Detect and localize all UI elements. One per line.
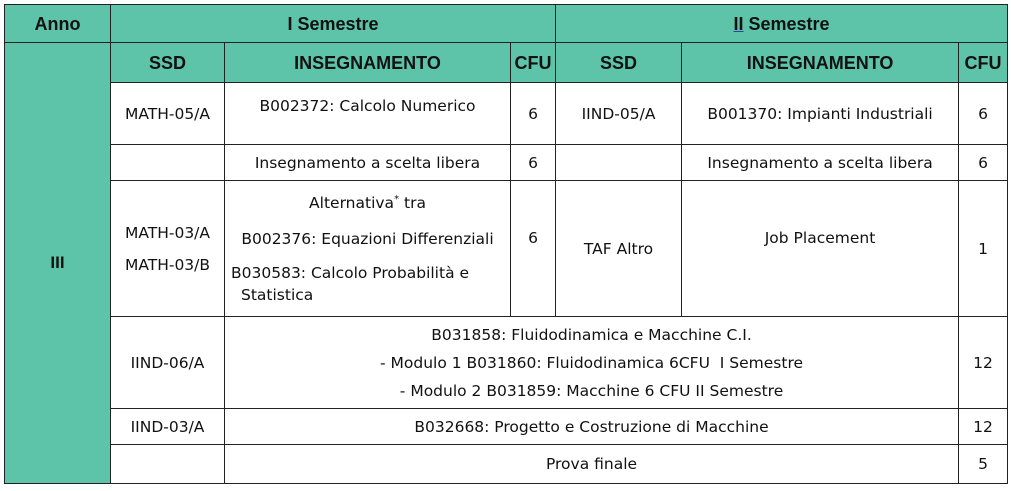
- ssd-cell: IIND-05/A: [556, 83, 682, 145]
- course-cell-wide: B032668: Progetto e Costruzione di Macchine: [225, 409, 959, 445]
- table-row: [5, 445, 1008, 484]
- ssd-cell-empty: [111, 445, 225, 484]
- course-line: - Modulo 2 B031859: Macchine 6 CFU II Semestre: [399, 381, 784, 400]
- semester-2-word: Semestre: [743, 13, 830, 34]
- table-row: [5, 83, 1008, 145]
- cfu-header-sem1: CFU: [511, 43, 556, 83]
- alternative-option-continuation: Statistica: [241, 285, 314, 304]
- table-row: [5, 181, 1008, 317]
- cfu-cell: 1: [959, 181, 1008, 317]
- alternative-course-cell: [225, 181, 511, 317]
- insegnamento-header-sem1: INSEGNAMENTO: [225, 43, 511, 83]
- course-cell-wide: Prova finale: [225, 445, 959, 484]
- study-plan-table: [4, 4, 1008, 484]
- alternative-option: B030583: Calcolo Probabilità e: [231, 263, 470, 282]
- semester-2-numeral: II: [733, 13, 744, 34]
- ssd-header-sem1: SSD: [111, 43, 225, 83]
- table-row: [5, 317, 1008, 409]
- ssd-cell: MATH-05/A: [111, 83, 225, 145]
- cfu-cell: 6: [511, 145, 556, 181]
- ssd-line: MATH-03/A: [124, 223, 211, 242]
- year-cell: III: [5, 43, 111, 484]
- course-line: B031858: Fluidodinamica e Macchine C.I.: [431, 325, 752, 344]
- course-cell-wide: [225, 317, 959, 409]
- cfu-cell: 6: [511, 83, 556, 145]
- course-cell: Insegnamento a scelta libera: [225, 145, 511, 181]
- ssd-cell: IIND-03/A: [111, 409, 225, 445]
- alternative-tail: tra: [399, 193, 426, 212]
- ssd-cell: IIND-06/A: [111, 317, 225, 409]
- alternative-footnote-mark: *: [394, 193, 400, 205]
- alternative-option: B002376: Equazioni Differenziali: [241, 229, 494, 248]
- table-row: [5, 145, 1008, 181]
- ssd-cell: [111, 181, 225, 317]
- cfu-cell: 12: [959, 317, 1008, 409]
- table-row: [5, 409, 1008, 445]
- ssd-line: MATH-03/B: [124, 255, 211, 274]
- ssd-cell-empty: [111, 145, 225, 181]
- cfu-header-sem2: CFU: [959, 43, 1008, 83]
- cfu-cell: 6: [959, 83, 1008, 145]
- ssd-header-sem2: SSD: [556, 43, 682, 83]
- course-line: - Modulo 1 B031860: Fluidodinamica 6CFU I Semestre: [380, 353, 804, 372]
- cfu-cell: 5: [959, 445, 1008, 484]
- header-row: [5, 5, 1008, 43]
- course-cell: B002372: Calcolo Numerico: [225, 83, 511, 145]
- course-cell: Job Placement: [682, 181, 959, 317]
- cfu-cell: 6: [959, 145, 1008, 181]
- insegnamento-header-sem2: INSEGNAMENTO: [682, 43, 959, 83]
- ssd-cell-empty: [556, 145, 682, 181]
- anno-header: Anno: [5, 5, 111, 43]
- alternative-heading: [229, 192, 506, 214]
- course-cell: Insegnamento a scelta libera: [682, 145, 959, 181]
- alternative-word: Alternativa: [309, 193, 395, 212]
- course-cell: B001370: Impianti Industriali: [682, 83, 959, 145]
- semester-2-header: [556, 5, 1008, 43]
- semester-1-header: I Semestre: [111, 5, 556, 43]
- ssd-cell: TAF Altro: [556, 181, 682, 317]
- cfu-cell: 12: [959, 409, 1008, 445]
- subheader-row: [5, 43, 1008, 83]
- cfu-cell: 6: [511, 181, 556, 317]
